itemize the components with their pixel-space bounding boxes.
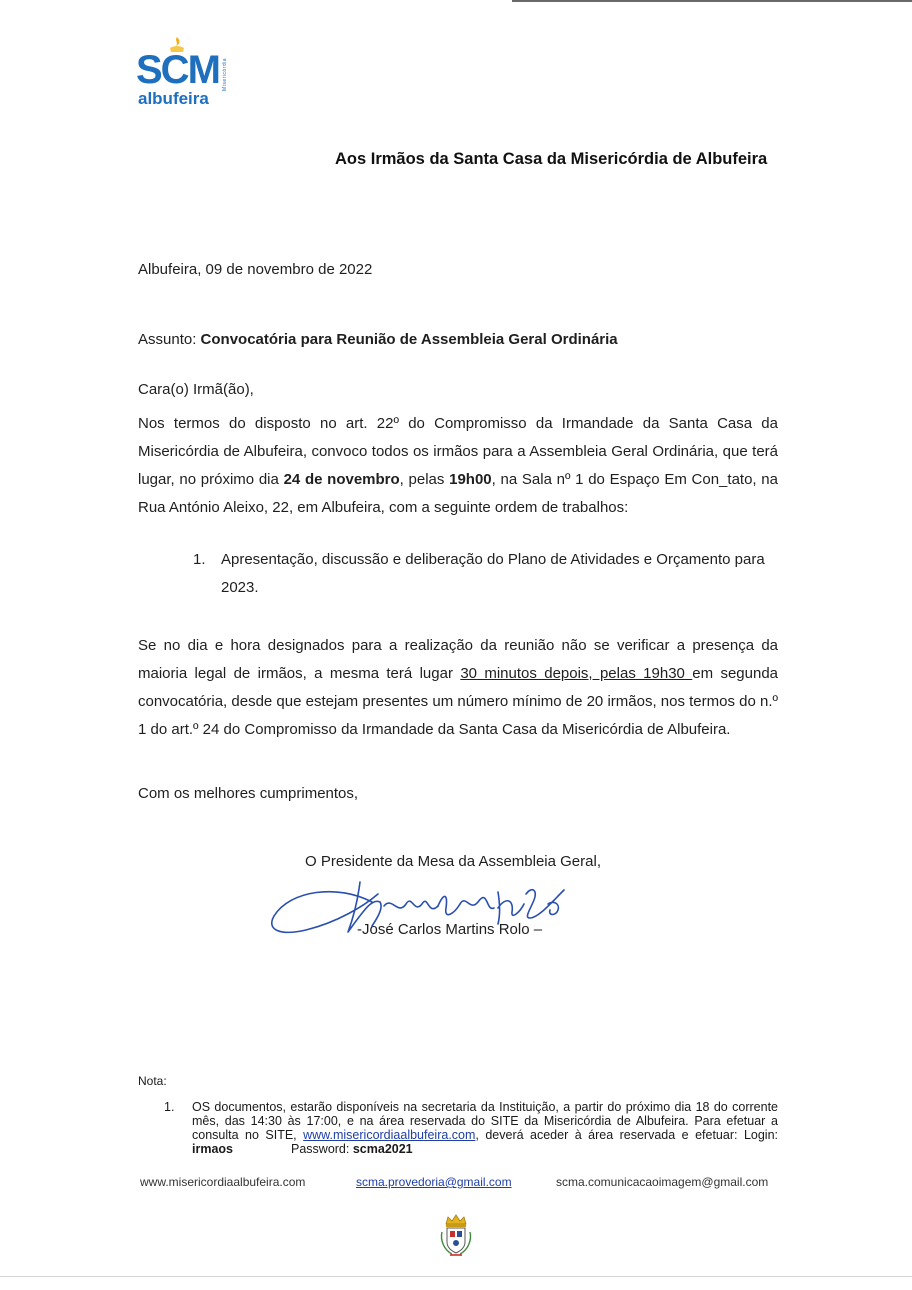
- password-value: scma2021: [352, 1142, 413, 1156]
- note-item-text: [192, 1100, 778, 1156]
- meeting-date: 24 de novembro: [283, 471, 400, 488]
- scm-logo: [136, 36, 232, 112]
- agenda-item: [193, 546, 778, 602]
- footer-email-provedoria[interactable]: scma.provedoria@gmail.com: [356, 1175, 512, 1189]
- footer-email-comunicacao[interactable]: scma.comunicacaoimagem@gmail.com: [556, 1175, 769, 1189]
- logo-small-text: Misericórdia: [222, 58, 228, 91]
- logo-abbreviation: SCM: [136, 48, 219, 92]
- subject-label: Assunto:: [138, 331, 201, 348]
- logo-town: albufeira: [138, 89, 209, 108]
- note-text-part-b: , deverá aceder à área reservada e efetuar: Login:: [475, 1128, 778, 1142]
- note-item: [164, 1100, 778, 1156]
- login-value: irmaos: [192, 1142, 233, 1156]
- agenda-item-number: 1.: [193, 551, 206, 568]
- subject-text: Convocatória para Reunião de Assembleia Geral Ordinária: [200, 331, 618, 348]
- footer-website[interactable]: www.misericordiaalbufeira.com: [140, 1175, 306, 1189]
- paragraph2-part-a: Se no dia e hora designados para a realização da reunião não se verificar a presença da maioria legal de irmãos, a mesma terá lugar: [138, 637, 778, 682]
- signatory-role: O Presidente da Mesa da Assembleia Geral,: [305, 853, 601, 870]
- salutation: Cara(o) Irmã(ão),: [138, 381, 254, 398]
- agenda-item-text: Apresentação, discussão e deliberação do Plano de Atividades e Orçamento para 2023.: [221, 551, 765, 596]
- paragraph-second-call: [138, 632, 778, 744]
- closing: Com os melhores cumprimentos,: [138, 785, 359, 802]
- second-call-time: 30 minutos depois, pelas 19h30: [460, 665, 693, 682]
- dateline: Albufeira, 09 de novembro de 2022: [138, 261, 373, 278]
- note-text-part-a: OS documentos, estarão disponíveis na secretaria da Instituição, a partir do próximo dia 18 do corrente mês, das 14:30 às 17:00, e na área reservada do SITE da Misericórdia de Albufeira. Para efetuar a consulta no SITE,: [192, 1100, 778, 1142]
- note-item-number: 1.: [164, 1100, 175, 1114]
- paragraph1-part-a: Nos termos do disposto no art. 22º do Compromisso da Irmandade da Santa Casa da Misericórdia de Albufeira, convoco todos os irmãos para a Assembleia Geral Ordinária, que terá lugar, no próximo dia: [138, 415, 778, 488]
- site-link[interactable]: www.misericordiaalbufeira.com: [303, 1128, 476, 1142]
- paragraph-convocation: [138, 410, 778, 522]
- scan-edge-bottom: [0, 1276, 912, 1277]
- scan-edge-top: [512, 0, 912, 2]
- meeting-time: 19h00: [449, 471, 492, 488]
- paragraph1-part-c: , na Sala nº 1 do Espaço Em Con_tato, na Rua António Aleixo, 22, em Albufeira, com a seguinte ordem de trabalhos:: [138, 471, 778, 516]
- handwritten-signature: [268, 864, 588, 948]
- letter-heading: Aos Irmãos da Santa Casa da Misericórdia de Albufeira: [335, 150, 768, 168]
- note-label: Nota:: [138, 1074, 167, 1088]
- paragraph2-part-b: em segunda convocatória, desde que estejam presentes um número mínimo de 20 irmãos, nos termos do n.º 1 do art.º 24 do Compromisso da Irmandade da Santa Casa da Misericórdia de Albufeira.: [138, 665, 778, 738]
- paragraph1-part-b: , pelas: [399, 471, 450, 488]
- coat-of-arms-icon: [436, 1214, 476, 1260]
- subject-line: [138, 326, 618, 354]
- signatory-name: -José Carlos Martins Rolo –: [357, 921, 543, 938]
- password-label: Password:: [291, 1142, 353, 1156]
